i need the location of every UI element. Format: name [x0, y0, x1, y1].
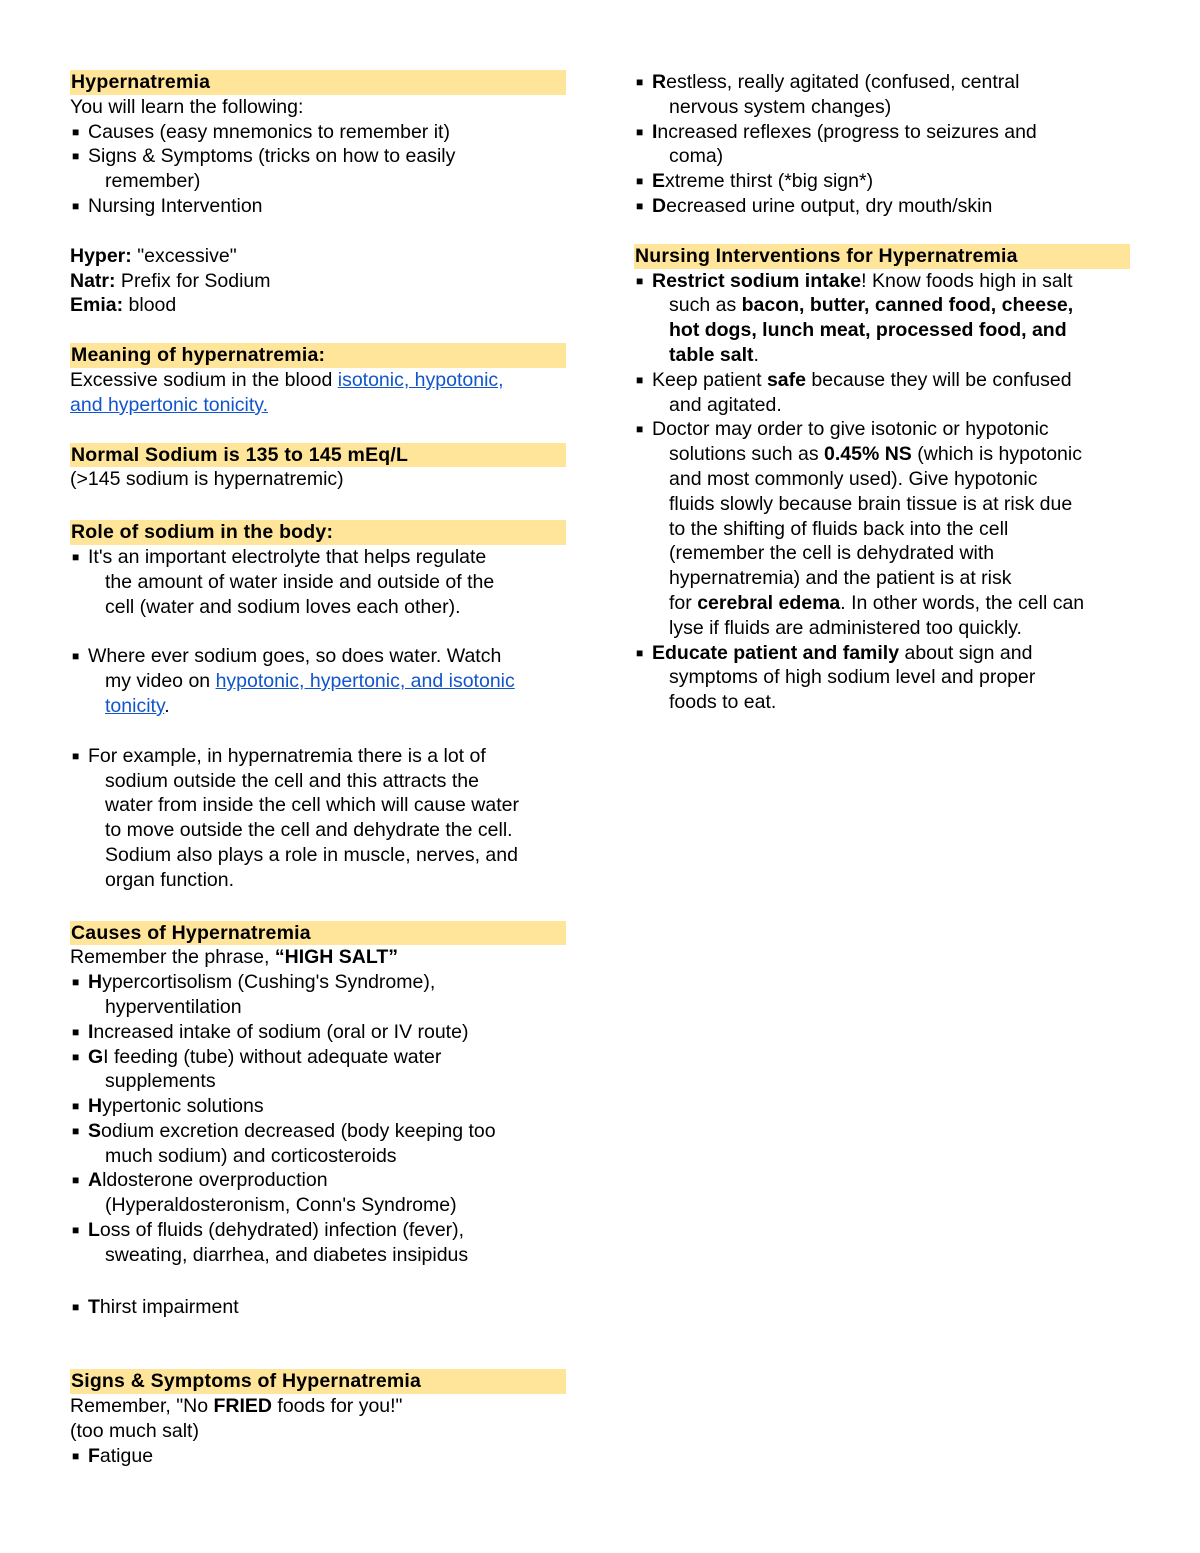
sign-item: ■ Decreased urine output, dry mouth/skin: [636, 194, 993, 217]
bullet-icon: ■: [72, 1049, 80, 1064]
nursing-item: ■ Educate patient and family about sign and symptoms of high sodium level and proper foods to eat.: [636, 641, 1036, 714]
learn-item: ■ Signs & Symptoms (tricks on how to easily remember): [72, 145, 456, 193]
bullet-icon: ■: [72, 1024, 80, 1039]
role-item: ■ For example, in hypernatremia there is a lot of sodium outside the cell and this attracts the water from inside the cell which will cause water to move outside the cell and dehydrate the cell. Sodium also plays a role in muscle, nerves, and organ function.: [72, 744, 519, 891]
heading-role: Role of sodium in the body:: [70, 520, 566, 545]
nursing-item: ■ Keep patient safe because they will be confused and agitated.: [636, 368, 1072, 416]
bullet-icon: ■: [72, 1223, 80, 1238]
heading-meaning: Meaning of hypernatremia:: [70, 343, 566, 368]
bullet-icon: ■: [636, 372, 644, 387]
video-link-cont[interactable]: tonicity: [105, 694, 165, 717]
bullet-icon: ■: [636, 198, 644, 213]
cause-item: ■ Thirst impairment: [72, 1295, 239, 1318]
intro-text: You will learn the following:: [70, 95, 304, 118]
bullet-icon: ■: [72, 1173, 80, 1188]
nursing-item: ■ Doctor may order to give isotonic or hypotonic solutions such as 0.45% NS (which is hypotonic and most commonly used). Give hypotonic fluids slowly because brain tissue is at risk due to the shifting of fluids back into the cell (remember the cell is dehydrated with hypernatremia) and the patient is at risk for cerebral edema. In other words, the cell can lyse if fluids are administered too quickly.: [636, 418, 1085, 639]
role-item: ■ Where ever sodium goes, so does water. Watch my video on hypotonic, hypertonic, and isotonic tonicity.: [72, 645, 515, 717]
bullet-icon: ■: [72, 1299, 80, 1314]
heading-nursing: Nursing Interventions for Hypernatremia: [634, 244, 1130, 269]
bullet-icon: ■: [636, 174, 644, 189]
definition-natr: Natr: Prefix for Sodium: [70, 269, 271, 292]
role-item: ■ It's an important electrolyte that helps regulate the amount of water inside and outside of the cell (water and sodium loves each other).: [72, 545, 495, 618]
bullet-icon: ■: [636, 273, 644, 288]
causes-intro: Remember the phrase, “HIGH SALT”: [70, 946, 398, 969]
sign-item: ■ Extreme thirst (*big sign*): [636, 170, 874, 193]
cause-item: ■ GI feeding (tube) without adequate water supplements: [72, 1045, 442, 1093]
bullet-icon: ■: [636, 75, 644, 89]
video-link[interactable]: hypotonic, hypertonic, and isotonic: [215, 670, 515, 693]
bullet-icon: ■: [72, 975, 80, 990]
left-column: [70, 70, 566, 1469]
bullet-icon: ■: [636, 422, 644, 437]
learn-item: ■ Nursing Intervention: [72, 194, 263, 217]
cause-item: ■ Hypertonic solutions: [72, 1095, 264, 1118]
definition-emia: Emia: blood: [70, 294, 177, 317]
normal-note: (>145 sodium is hypernatremic): [70, 468, 344, 491]
heading-signs: Signs & Symptoms of Hypernatremia: [70, 1369, 566, 1394]
bullet-icon: ■: [72, 649, 80, 664]
sign-item: ■ Restless, really agitated (confused, central nervous system changes): [636, 71, 1020, 118]
bullet-icon: ■: [72, 149, 80, 164]
sign-item: ■ Fatigue: [72, 1444, 154, 1467]
cause-item: ■ Sodium excretion decreased (body keeping too much sodium) and corticosteroids: [72, 1119, 496, 1167]
meaning-line-2: [70, 393, 566, 418]
bullet-icon: ■: [72, 1123, 80, 1138]
bullet-icon: ■: [72, 1099, 80, 1114]
cause-item: ■ Aldosterone overproduction (Hyperaldosteronism, Conn's Syndrome): [72, 1169, 457, 1217]
signs-intro: Remember, "No FRIED foods for you!": [70, 1395, 403, 1418]
bullet-icon: ■: [636, 124, 644, 139]
bullet-icon: ■: [636, 645, 644, 660]
nursing-item: ■ Restrict sodium intake! Know foods high in salt such as bacon, butter, canned food, cheese, hot dogs, lunch meat, processed food, and table salt.: [636, 269, 1074, 366]
bullet-icon: ■: [72, 549, 80, 564]
bullet-icon: ■: [72, 1448, 80, 1463]
right-column: [634, 70, 1130, 715]
sign-item: ■ Increased reflexes (progress to seizures and coma): [636, 120, 1037, 168]
signs-note: (too much salt): [70, 1420, 199, 1443]
bullet-icon: ■: [72, 748, 80, 763]
tonicity-link[interactable]: isotonic, hypotonic,: [337, 368, 504, 391]
heading-hypernatremia: Hypernatremia: [70, 70, 566, 95]
cause-item: ■ Loss of fluids (dehydrated) infection (fever), sweating, diarrhea, and diabetes insipidus: [72, 1219, 469, 1266]
bullet-icon: ■: [72, 198, 80, 213]
heading-normal-sodium: Normal Sodium is 135 to 145 mEq/L: [70, 443, 566, 468]
heading-causes: Causes of Hypernatremia: [70, 921, 566, 946]
learn-item: ■ Causes (easy mnemonics to remember it): [72, 120, 450, 143]
cause-item: ■ Hypercortisolism (Cushing's Syndrome), hyperventilation: [72, 971, 436, 1018]
meaning-line-1: Excessive sodium in the blood isotonic, hypotonic,: [70, 368, 504, 391]
bullet-icon: ■: [72, 124, 80, 139]
tonicity-link-cont[interactable]: and hypertonic tonicity.: [70, 393, 268, 416]
definition-hyper: Hyper: "excessive": [70, 244, 237, 267]
cause-item: ■ Increased intake of sodium (oral or IV route): [72, 1020, 469, 1043]
